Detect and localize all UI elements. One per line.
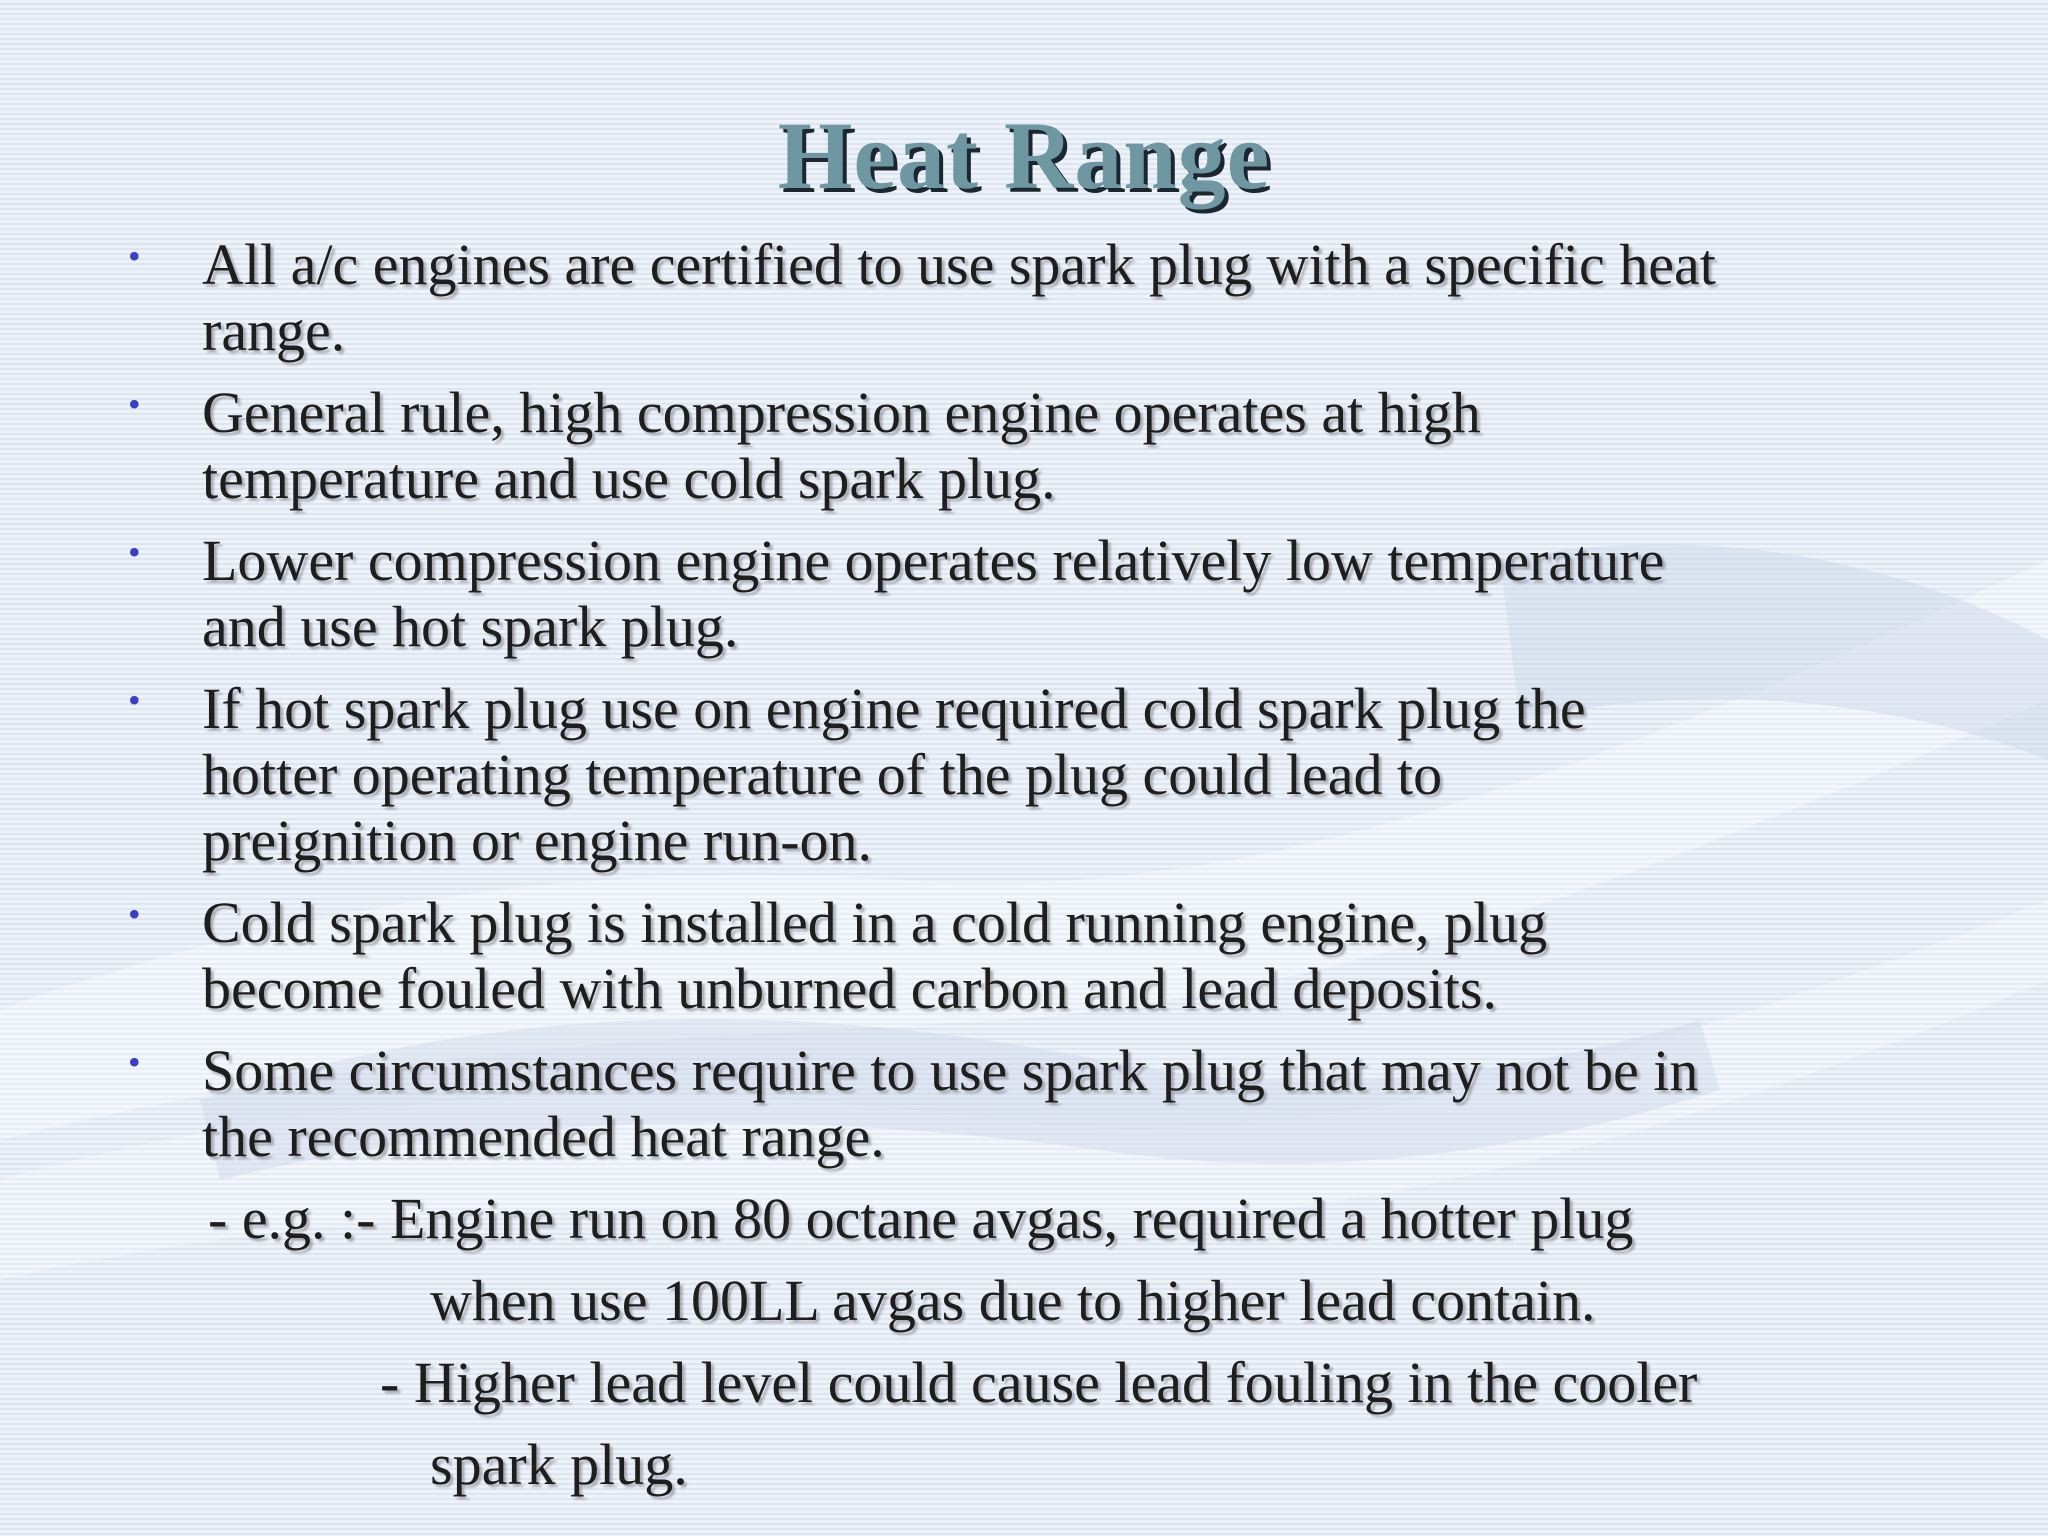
bullet-4-line-1: If hot spark plug use on engine required cold spark plug the xyxy=(202,676,1586,741)
bullet-marker: • xyxy=(128,680,141,720)
bullet-4-line-3: preignition or engine run-on. xyxy=(202,808,873,873)
bullet-marker: • xyxy=(128,1042,141,1082)
bullet-3-line-2: and use hot spark plug. xyxy=(202,594,739,659)
bullet-marker: • xyxy=(128,236,141,276)
sub-item-2-line-1: - Higher lead level could cause lead fouling in the cooler xyxy=(380,1350,1698,1415)
bullet-2-line-2: temperature and use cold spark plug. xyxy=(202,446,1056,511)
bullet-5-line-2: become fouled with unburned carbon and lead deposits. xyxy=(202,956,1497,1021)
bullet-marker: • xyxy=(128,532,141,572)
bullet-6-line-1: Some circumstances require to use spark plug that may not be in xyxy=(202,1038,1699,1103)
bullet-2-line-1: General rule, high compression engine operates at high xyxy=(202,380,1481,445)
slide-title: Heat Range xyxy=(777,102,1271,209)
bullet-4-line-2: hotter operating temperature of the plug could lead to xyxy=(202,742,1443,807)
bullet-5-line-1: Cold spark plug is installed in a cold running engine, plug xyxy=(202,890,1548,955)
bullet-3-line-1: Lower compression engine operates relatively low temperature xyxy=(202,528,1665,593)
sub-item-1-line-1: - e.g. :- Engine run on 80 octane avgas, required a hotter plug xyxy=(208,1186,1634,1251)
bullet-marker: • xyxy=(128,894,141,934)
sub-item-2-line-2: spark plug. xyxy=(430,1432,688,1497)
bullet-marker: • xyxy=(128,384,141,424)
sub-item-1-line-2: when use 100LL avgas due to higher lead contain. xyxy=(430,1268,1596,1333)
bullet-1-line-2: range. xyxy=(202,298,346,363)
bullet-1-line-1: All a/c engines are certified to use spark plug with a specific heat xyxy=(202,232,1716,297)
bullet-6-line-2: the recommended heat range. xyxy=(202,1104,885,1169)
